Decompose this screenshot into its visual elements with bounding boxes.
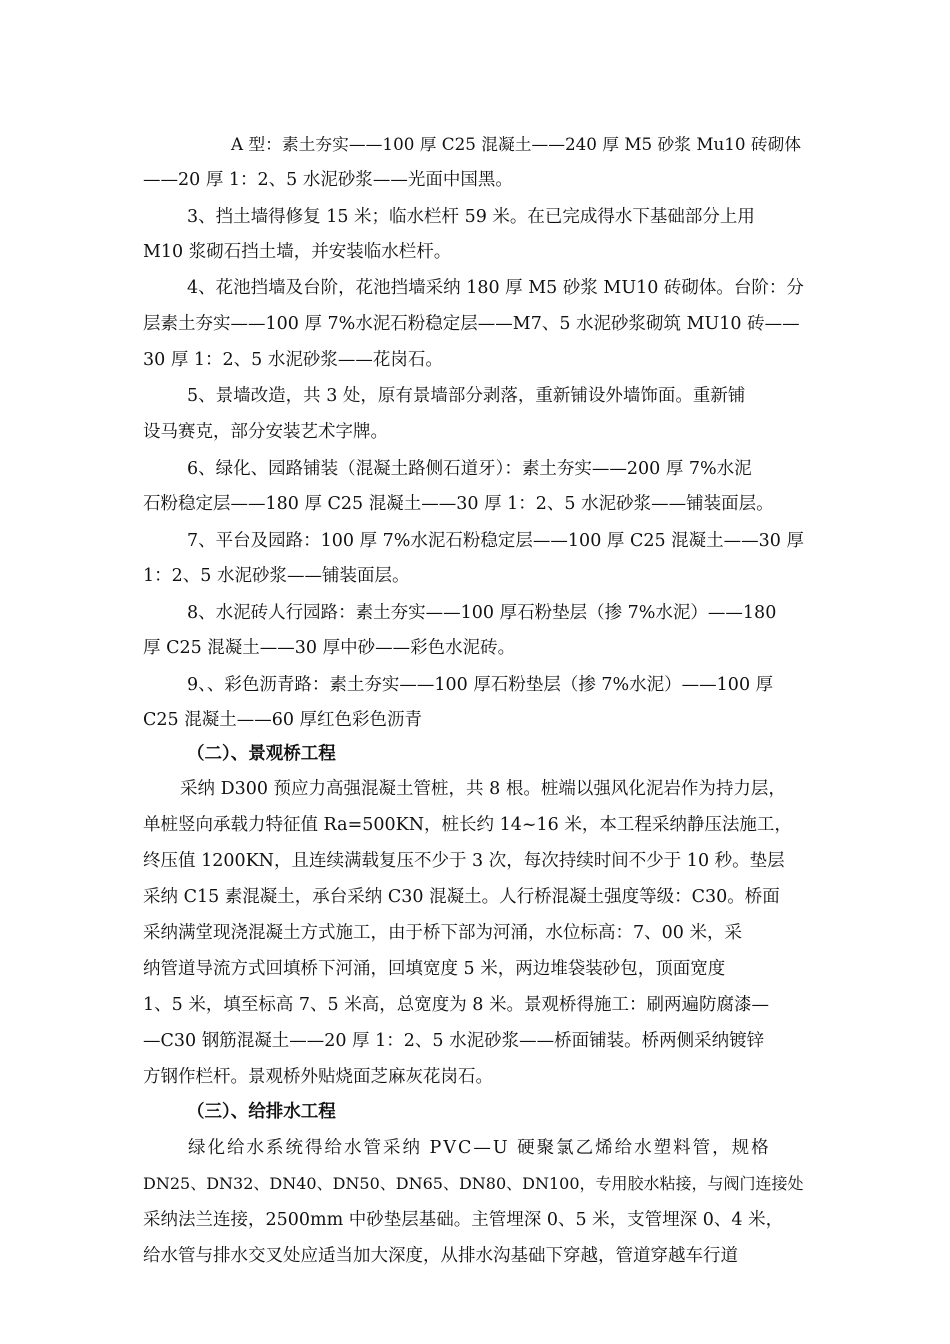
section-heading: （三）、给排水工程 <box>187 1102 336 1122</box>
text-line: A 型：素土夯实——100 厚 C25 混凝土——240 厚 M5 砂浆 Mu10 砖砌体 <box>231 134 802 154</box>
text-line: 给水管与排水交叉处应适当加大深度，从排水沟基础下穿越，管道穿越车行道 <box>143 1246 738 1266</box>
text-line: 9、、彩色沥青路：素土夯实——100 厚石粉垫层（掺 7%水泥）——100 厚 <box>187 675 774 695</box>
text-line: 厚 C25 混凝土——30 厚中砂——彩色水泥砖。 <box>143 638 516 658</box>
text-line: 30 厚 1：2、5 水泥砂浆——花岗石。 <box>143 350 443 370</box>
text-line: 纳管道导流方式回填桥下河涌，回填宽度 5 米，两边堆袋装砂包，顶面宽度 <box>143 959 726 979</box>
text-line: 石粉稳定层——180 厚 C25 混凝土——30 厚 1：2、5 水泥砂浆——铺装面层。 <box>143 494 774 514</box>
text-line: 采纳法兰连接，2500mm 中砂垫层基础。主管埋深 0、5 米，支管埋深 0、4 米， <box>143 1210 784 1230</box>
text-line: 3、挡土墙得修复 15 米；临水栏杆 59 米。在已完成得水下基础部分上用 <box>187 207 755 227</box>
text-line: —C30 钢筋混凝土——20 厚 1：2、5 水泥砂浆——桥面铺装。桥两侧采纳镀锌 <box>143 1031 765 1051</box>
text-line: 设马赛克，部分安装艺术字牌。 <box>143 422 388 442</box>
text-line: 7、平台及园路：100 厚 7%水泥石粉稳定层——100 厚 C25 混凝土——30 厚 <box>187 531 805 551</box>
text-line: M10 浆砌石挡土墙，并安装临水栏杆。 <box>143 242 452 262</box>
text-line: 1：2、5 水泥砂浆——铺装面层。 <box>143 566 410 586</box>
text-line: 绿化给水系统得给水管采纳 PVC—U 硬聚氯乙烯给水塑料管，规格 <box>188 1138 771 1158</box>
text-line: 终压值 1200KN，且连续满载复压不少于 3 次，每次持续时间不少于 10 秒。垫层 <box>143 851 785 871</box>
text-line: 6、绿化、园路铺装（混凝土路侧石道牙）：素土夯实——200 厚 7%水泥 <box>187 459 752 479</box>
text-line: 8、水泥砖人行园路：素土夯实——100 厚石粉垫层（掺 7%水泥）——180 <box>187 603 777 623</box>
text-line: ——20 厚 1：2、5 水泥砂浆——光面中国黑。 <box>143 170 513 190</box>
text-line: 层素土夯实——100 厚 7%水泥石粉稳定层——M7、5 水泥砂浆砌筑 MU10 砖—— <box>143 314 800 334</box>
text-line: 1、5 米，填至标高 7、5 米高，总宽度为 8 米。景观桥得施工：刷两遍防腐漆— <box>143 995 769 1015</box>
text-line: 5、景墙改造，共 3 处，原有景墙部分剥落，重新铺设外墙饰面。重新铺 <box>187 386 746 406</box>
text-line: 采纳满堂现浇混凝土方式施工，由于桥下部为河涌，水位标高：7、00 米，采 <box>143 923 742 943</box>
text-line: DN25、DN32、DN40、DN50、DN65、DN80、DN100，专用胶水粘接，与阀门连接处 <box>143 1174 804 1193</box>
section-heading: （二）、景观桥工程 <box>187 744 336 764</box>
text-line: C25 混凝土——60 厚红色彩色沥青 <box>143 710 423 730</box>
text-line: 方钢作栏杆。景观桥外贴烧面芝麻灰花岗石。 <box>143 1067 493 1087</box>
text-line: 4、花池挡墙及台阶，花池挡墙采纳 180 厚 M5 砂浆 MU10 砖砌体。台阶：分 <box>187 278 804 298</box>
text-line: 采纳 C15 素混凝土，承台采纳 C30 混凝土。人行桥混凝土强度等级：C30。桥面 <box>143 887 780 907</box>
text-line: 采纳 D300 预应力高强混凝土管桩，共 8 根。桩端以强风化泥岩作为持力层， <box>180 779 786 799</box>
text-line: 单桩竖向承载力特征值 Ra=500KN，桩长约 14~16 米，本工程采纳静压法施工， <box>143 815 792 835</box>
